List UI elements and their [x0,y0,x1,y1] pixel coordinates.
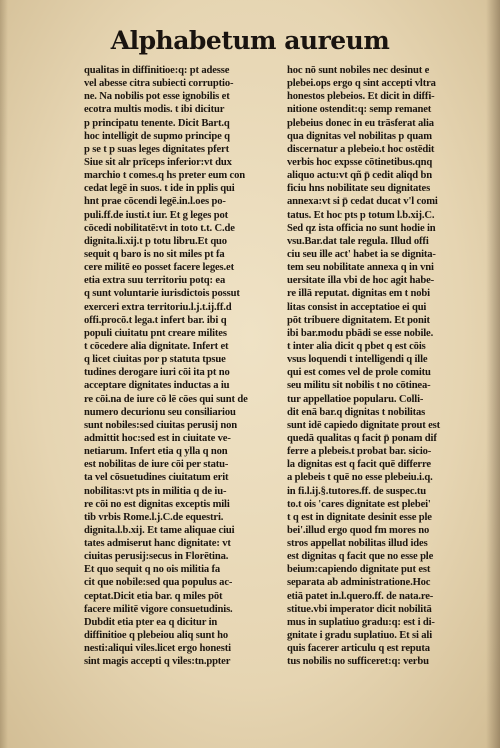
text-line: Siue sit alr prīceps inferior:vt dux [84,156,232,168]
text-line: offi.procō.t lega.t infert bar. ibi q [84,314,227,326]
text-line: gnitate i gradu suplatiuo. Et si ali [287,630,432,642]
text-line: ta vel cōsuetudines ciuitatum erit [84,472,229,484]
text-line: puli.ff.de iusti.t iur. Et g leges pot [84,209,228,221]
text-line: tur appellatioe popularu. Colli- [287,393,424,405]
text-line: seu militu sit nobilis t no cōtinea- [287,380,431,392]
text-line: to.t ois 'cares dignitate est plebei' [287,498,431,510]
text-line: stros appellat nobilitas illud ides [287,538,428,550]
text-line: numero decurionu seu consiliariou [84,406,236,418]
text-line: t inter alia dicit q pbet q est cōis [287,340,426,352]
text-line: qui est comes vel de prole comitu [287,367,431,379]
text-line: q licet ciuitas por p statuta tpsue [84,354,226,366]
text-line: plebeius donec in eu trāsferat alia [287,117,434,129]
text-line: etiā patet in.l.quero.ff. de nata.re- [287,590,434,602]
text-line: Et quo sequit q no ois militia fa [84,564,221,576]
text-line: sint magis accepti q viles:tn.ppter [84,656,231,668]
text-line: marchio t comes.q hs preter eum con [84,170,245,182]
text-line: netiarum. Infert etia q ylla q non [84,446,228,458]
text-line: qualitas in diffinitioe:q: pt adesse [84,65,230,76]
left-text-column [84,64,286,668]
text-line: beium:capiendo dignitate put est [287,564,431,576]
text-line: ferre a plebeis.t probat bar. sicio- [287,446,432,458]
text-line: litas consist in acceptatioe ei qui [287,301,427,313]
text-line: t q est in dignitate desinit esse ple [287,511,432,523]
text-line: dit enā bar.q dignitas t nobilitas [287,406,426,418]
text-line: la dignitas est q facit quē differre [287,459,431,471]
text-line: cedat legē in suos. t ide in pplis qui [84,183,235,195]
text-line: discernatur a plebeio.t hoc ostēdit [287,143,435,155]
text-line: diffinitioe q plebeiou aliq sunt ho [84,630,228,642]
text-line: q sunt voluntarie iurisdictois possut [84,288,240,300]
text-line: ecotra multis modis. t ibi dicitur [84,104,225,116]
text-line: sunt nobiles:sed ciuitas perusij non [84,419,237,431]
page-edge-shadow [0,0,8,748]
text-line: vsus loquendi t intelligendi q ille [287,354,428,366]
text-line: tatus. Et hoc pts p totum l.b.xij.C. [287,209,435,221]
text-line: hnt prae cōcendi legē.in.l.oes po- [84,196,226,208]
text-line: p se t p suas leges dignitates pfert [84,143,229,155]
text-line: plebei.ops ergo q sint accepti vltra [287,78,436,90]
text-line: re illā reputat. dignitas em t nobi [287,288,430,300]
text-line: tus nobilis no sufficeret:q: verbu [287,656,429,668]
text-line: ficiu hns nobilitate seu dignitates [287,183,431,195]
text-line: etia extra suu territoriu potq: ea [84,275,226,287]
text-line: nitione ostendit:q: semp remanet [287,104,432,116]
text-line: exerceri extra territoriu.l.j.t.ij.ff.d [84,301,232,313]
text-line: annexa:vt si p̄ cedat ducat v'l comi [287,196,438,208]
text-line: vel abesse citra subiecti corruptio- [84,78,234,90]
text-line: quis facerer articulu q est reputa [287,643,430,655]
text-line: ceptat.Dicit etia bar. q miles pōt [84,590,223,602]
text-line: uersitate illa vbi de hoc agit habe- [287,275,435,287]
text-line: t cōcedere alia dignitate. Infert et [84,340,229,352]
text-line: tem seu nobilitate annexa q in vni [287,262,434,274]
text-line: bei'.illud ergo quod fm mores no [287,524,430,536]
text-line: ciu seu ille act' habet ia se dignita- [287,248,436,260]
text-line: dignita.l.b.xij. Et tame aliquae ciui [84,524,235,536]
text-line: tudines derogare iuri cōi ita pt no [84,367,230,379]
text-line: dignita.li.xij.t p totu libru.Et quo [84,235,227,247]
text-line: est dignitas q facit que no esse ple [287,551,434,563]
text-line: a plebeis t quē no esse plebeiu.i.q. [287,472,433,484]
text-line: honestos plebeios. Et dicit in diffi- [287,91,435,103]
text-line: nobilitas:vt pts in militia q de iu- [84,485,227,497]
text-line: qua dignitas vel nobilitas p quam [287,130,432,142]
text-line: aliquo actu:vt qñ p̄ cedit aliqd bn [287,170,433,182]
text-line: facere militē vigore consuetudinis. [84,603,233,615]
text-line: est nobilitas de iure cōi per statu- [84,459,229,471]
text-line: vsu.Bar.dat tale regula. Illud offi [287,235,429,247]
text-line: hoc nō sunt nobiles nec desinut e [287,65,430,76]
text-line: p principatu tenente. Dicit Bart.q [84,117,230,129]
text-line: Dubdit etia pter ea q dicitur in [84,616,218,628]
text-line: in fi.l.ij.§.tutores.ff. de suspec.tu [287,485,427,497]
text-line: stitue.vbi imperator dicit nobilitā [287,603,432,615]
text-line: admittit hoc:sed est in ciuitate ve- [84,432,231,444]
text-line: sequit q baro is no sit miles pt fa [84,248,225,260]
text-line: pōt tribuere dignitatem. Et ponit [287,314,430,326]
text-line: cōcedi nobilitatē:vt in toto t.t. C.de [84,222,235,234]
text-line: mus in suplatiuo gradu:q: est i di- [287,616,435,628]
right-text-column [287,64,489,668]
text-line: hoc intelligit de supmo principe q [84,130,230,142]
text-line: nesti:aliqui viles.licet ergo honesti [84,643,231,655]
text-line: acceptare dignitates inductas a iu [84,380,230,392]
text-line: ibi bar.modu pbādi se esse nobile. [287,327,434,339]
text-line: cere militē eo posset facere leges.et [84,262,234,274]
text-line: ne. Na nobilis pot esse ignobilis et [84,91,230,103]
text-line: cit que nobile:sed qua populus ac- [84,577,233,589]
text-line: re cōi.na de iure cō lē cōes qui sunt de [84,393,248,405]
text-line: populi ciuitatu pnt creare milites [84,327,227,339]
text-line: re cōi no est dignitas exceptis mili [84,498,230,510]
running-head: Alphabetum aureum [110,26,390,55]
text-line: separata ab administratione.Hoc [287,577,431,589]
text-line: ciuitas perusij:secus in Florētina. [84,551,229,563]
text-line: tib vrbis Rome.l.j.C.de equestri. [84,511,224,523]
text-line: Sed qz ista officia no sunt hodie in [287,222,436,234]
text-line: sunt idē capiedo dignitate prout est [287,419,441,431]
text-line: verbis hoc expsse cōtinetibus.qnq [287,156,433,168]
text-line: tates admiserut hanc dignitate: vt [84,538,231,550]
text-line: quedā qualitas q facit p̄ ponam dif [287,432,437,444]
